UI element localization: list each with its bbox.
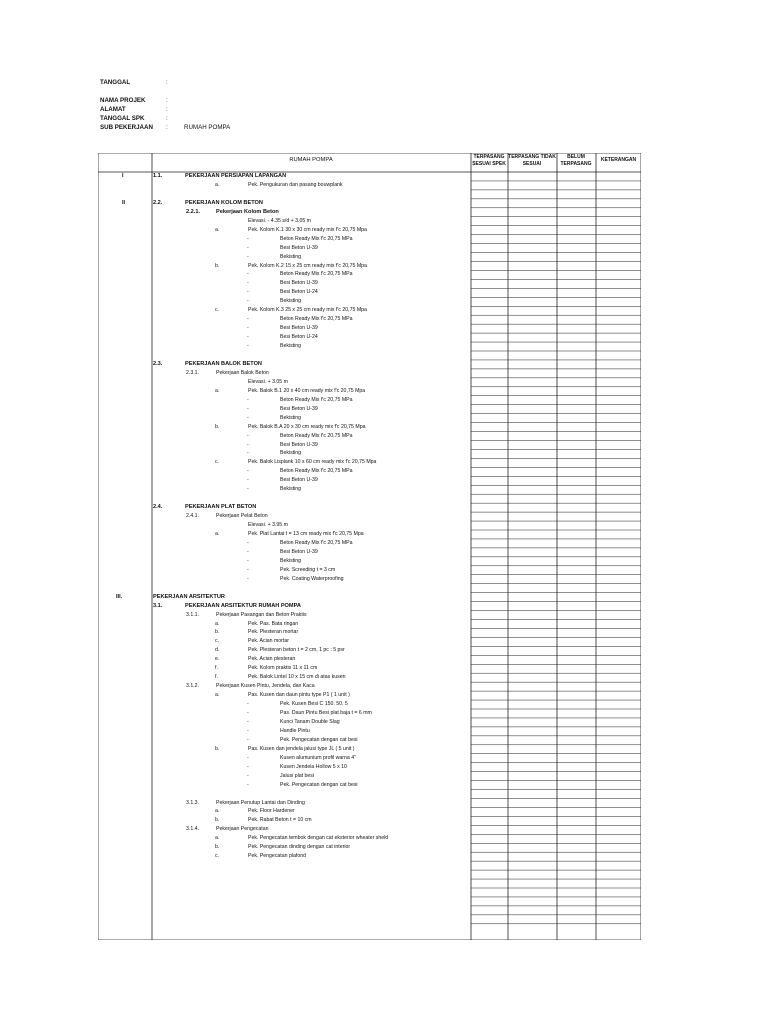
checklist-table — [98, 153, 641, 940]
row-code: c. — [215, 307, 220, 314]
row-code: e. — [215, 656, 220, 663]
row-description: Pek. Pengukuran dan pasang bouwplank — [248, 181, 343, 188]
row-code: 2.2.1. — [186, 208, 200, 215]
row-description: Pek. Kusen Besi C 150. 50. 5 — [280, 701, 348, 708]
row-code: a. — [215, 835, 220, 842]
row-code: - — [247, 280, 249, 287]
row-number: III. — [116, 593, 123, 600]
table-grid — [98, 153, 641, 940]
row-code: - — [247, 718, 249, 725]
row-description: Pek. Balok B.A 20 x 30 cm ready mix f'c 20,75 Mpa — [248, 423, 366, 430]
row-code: - — [247, 763, 249, 770]
row-description: Bekisting — [280, 298, 302, 305]
row-code: - — [247, 289, 249, 296]
row-description: Pas. Kusen dan jendela jalusi type JL ( 5 unit ) — [248, 745, 355, 752]
row-description: Pekerjaan Pengecatan — [216, 826, 269, 833]
row-code: - — [247, 575, 249, 582]
row-description: PEKERJAAN PERSIAPAN LAPANGAN — [185, 173, 287, 179]
row-code: a. — [215, 226, 220, 233]
row-description: Beton Ready Mix f'c 20,75 MPa — [280, 432, 353, 439]
row-description: Kusen alumunium profil warna 4" — [280, 754, 356, 761]
row-code: - — [247, 325, 249, 332]
row-description: PEKERJAAN PLAT BETON — [185, 504, 257, 511]
row-description: Beton Ready Mix f'c 20,75 MPa — [280, 271, 353, 278]
row-description: Pas. Kusen dan daun pintu type P1 ( 1 unit ) — [248, 692, 350, 699]
row-code: c. — [215, 853, 220, 860]
row-code: - — [247, 271, 249, 278]
row-description: Pekerjaan Kolom Beton — [216, 208, 279, 215]
row-code: f. — [215, 665, 218, 672]
row-description: Besi Beton U-24 — [280, 334, 318, 341]
row-code: - — [247, 727, 249, 734]
row-code: c. — [215, 638, 220, 645]
alamat-label: ALAMAT — [100, 106, 126, 113]
row-code: 3.1.1. — [186, 611, 199, 618]
row-description: Pek. Floor Hardener — [248, 808, 295, 815]
row-code: - — [247, 710, 249, 716]
row-description: Elevasi. - 4.35 s/d + 3.05 m — [248, 217, 312, 224]
row-description: Besi Beton U-39 — [280, 325, 318, 332]
row-code: - — [247, 343, 249, 350]
row-description: Bekisting — [280, 253, 302, 260]
row-number: II — [122, 199, 126, 206]
row-description: Bekisting — [280, 557, 302, 564]
row-description: Pekerjaan Pasangan dan Beton Praktis — [216, 611, 307, 618]
row-code: a. — [215, 387, 220, 394]
row-code: 3.1.2. — [186, 683, 199, 690]
row-code: 3.1. — [153, 602, 163, 609]
row-code: - — [247, 772, 249, 779]
row-code: PEKERJAAN ARSITEKTUR — [153, 593, 225, 600]
row-code: - — [247, 253, 249, 260]
row-description: Pek. Kolom K.1 30 x 30 cm ready mix f'c 20,75 Mpa — [248, 226, 367, 233]
row-code: d. — [215, 647, 220, 654]
row-code: a. — [215, 531, 220, 537]
row-code: a. — [215, 692, 220, 699]
row-code: - — [247, 548, 249, 555]
row-description: Pek. Acian mortar — [248, 638, 289, 645]
row-code: 1.1. — [153, 173, 163, 179]
row-description: Pek. Rabat Beton t = 10 cm — [248, 817, 312, 824]
row-description: Beton Ready Mix f'c 20,75 MPa — [280, 539, 353, 546]
row-description: Pek. Screeding t = 3 cm — [280, 566, 336, 573]
row-code: - — [247, 566, 249, 573]
row-code: b. — [215, 817, 220, 824]
row-code: - — [247, 477, 249, 484]
row-description: PEKERJAAN BALOK BETON — [185, 360, 262, 367]
row-code: - — [247, 235, 249, 242]
nama-projek-label: NAMA PROJEK — [100, 97, 146, 104]
row-code: - — [247, 316, 249, 323]
row-description: Besi Beton U-39 — [280, 477, 318, 484]
row-description: Pekerjaan Pelat Beton — [216, 513, 268, 520]
row-code: - — [247, 432, 249, 439]
row-code: - — [247, 781, 249, 788]
row-code: - — [247, 405, 249, 412]
row-description: Bekisting — [280, 414, 302, 421]
row-description: Besi Beton U-39 — [280, 405, 318, 412]
col-terpasang-tidak-sesuai: TERPASANG TIDAK SESUAI — [508, 154, 556, 167]
row-description: Pek. Pengecatan dengan cat besi — [280, 736, 358, 743]
row-code: 2.4. — [153, 504, 163, 511]
row-description: Pas. Daun Pintu Besi plat baja t = 6 mm — [280, 710, 372, 716]
row-code: f. — [215, 674, 218, 681]
row-description: Elevasi. + 3.95 m — [248, 522, 288, 529]
row-description: Pek. Balok Lintel 10 x 15 cm di atas kusen — [248, 674, 346, 681]
row-description: Besi Beton U-24 — [280, 289, 318, 296]
row-description: PEKERJAAN KOLOM BETON — [185, 199, 263, 206]
row-description: Pek. Kolom praktis 11 x 11 cm — [248, 665, 318, 672]
row-description: Pek. Plat Lantai t = 13 cm ready mix f'c 20,75 Mpa — [248, 531, 364, 537]
row-code: - — [247, 486, 249, 493]
row-code: a. — [215, 181, 220, 188]
row-description: Elevasi. + 3.05 m — [248, 378, 288, 385]
row-description: Handle Pintu — [280, 727, 310, 734]
col-belum-terpasang: BELUM TERPASANG — [560, 154, 592, 167]
row-code: a. — [215, 620, 220, 627]
table-title: RUMAH POMPA — [289, 157, 333, 163]
row-description: Besi Beton U-39 — [280, 548, 318, 555]
row-number: I — [122, 173, 124, 179]
row-code: - — [247, 557, 249, 564]
tanggal-spk-label: TANGGAL SPK — [100, 115, 145, 122]
row-code: - — [247, 539, 249, 546]
row-description: Pek. Balok Lisplank 10 x 60 cm ready mix f'c 20,75 Mpa — [248, 459, 377, 466]
row-code: 3.1.4. — [186, 826, 199, 833]
row-code: - — [247, 468, 249, 475]
row-code: - — [247, 414, 249, 421]
row-code: 2.2. — [153, 199, 163, 206]
row-code: - — [247, 298, 249, 305]
row-code: 2.4.1. — [186, 513, 199, 520]
colon: : — [166, 106, 168, 113]
row-description: Pekerjaan Penutup Lantai dan Dinding — [216, 799, 305, 806]
row-description: PEKERJAAN ARSITEKTUR RUMAH POMPA — [185, 602, 301, 609]
sub-pekerjaan-label: SUB PEKERJAAN — [100, 124, 153, 131]
row-description: Pek. Pengecatan dinding dengan cat interior — [248, 844, 351, 851]
colon: : — [166, 115, 168, 122]
row-code: b. — [215, 423, 220, 430]
row-code: - — [247, 701, 249, 708]
row-description: Beton Ready Mix f'c 20,75 MPa — [280, 235, 353, 242]
colon: : — [166, 79, 168, 86]
row-code: c. — [215, 459, 220, 466]
row-code: - — [247, 396, 249, 403]
row-description: Kunci Tanam Double Slag — [280, 718, 340, 725]
row-description: Pek. Plesteran beton t = 2 cm, 1 pc : 5 psr — [248, 647, 345, 654]
row-code: 3.1.3. — [186, 799, 199, 806]
row-description: Pek. Kolom K.2 15 x 25 cm ready mix f'c 20,75 Mpa — [248, 262, 367, 269]
row-description: Bekisting — [280, 486, 302, 493]
colon: : — [166, 124, 168, 131]
tanggal-label: TANGGAL — [100, 79, 131, 86]
row-code: a. — [215, 808, 220, 815]
row-description: Pek. Coating Waterproofing — [280, 575, 344, 582]
row-code: 2.3. — [153, 360, 163, 367]
row-description: Beton Ready Mix f'c 20,75 MPa — [280, 316, 353, 323]
col-terpasang-sesuai: TERPASANG SESUAI SPEK — [472, 154, 506, 167]
row-description: Beton Ready Mix f'c 20,75 MPa — [280, 468, 353, 475]
row-description: Pek. Pengecatan plafond — [248, 853, 306, 860]
row-code: b. — [215, 844, 220, 851]
row-code: - — [247, 334, 249, 341]
row-description: Besi Beton U-39 — [280, 244, 318, 251]
col-keterangan: KETERANGAN — [600, 157, 637, 163]
row-description: Pek. Pengecatan tembok dengan cat eksterior wheater sheld — [248, 835, 389, 842]
row-description: Pek. Kolom K.3 25 x 25 cm ready mix f'c 20,75 Mpa — [248, 307, 367, 314]
row-description: Beton Ready Mix f'c 20,75 MPa — [280, 396, 353, 403]
row-description: Besi Beton U-39 — [280, 280, 318, 287]
row-description: Bekisting — [280, 343, 302, 350]
row-code: - — [247, 736, 249, 743]
row-code: - — [247, 441, 249, 448]
row-description: Pek. Pengecatan dengan cat besi — [280, 781, 358, 788]
row-description: Kusen Jendela Hollow 5 x 10 — [280, 763, 347, 770]
row-description: Pekerjaan Kusen Pintu, Jendela, dan Kaca — [216, 683, 315, 690]
row-code: b. — [215, 629, 220, 636]
row-description: Pekerjaan Balok Beton — [216, 369, 269, 376]
row-description: Pek. Pas. Bata ringan — [248, 620, 299, 627]
row-code: - — [247, 244, 249, 251]
row-description: Besi Beton U-39 — [280, 441, 318, 448]
colon: : — [166, 97, 168, 104]
row-description: Jalusi plat besi — [280, 772, 315, 779]
row-code: - — [247, 754, 249, 761]
row-code: - — [247, 450, 249, 457]
row-code: b. — [215, 262, 220, 269]
sub-pekerjaan-value: RUMAH POMPA — [184, 124, 231, 131]
row-code: 2.3.1. — [186, 369, 199, 376]
row-description: Bekisting — [280, 450, 302, 457]
row-description: Pek. Plesteran mortar — [248, 629, 299, 636]
row-description: Pek. Balok B.1 20 x 40 cm ready mix f'c 20,75 Mpa — [248, 387, 366, 394]
row-description: Pek. Acian plesteran — [248, 656, 296, 663]
row-code: b. — [215, 745, 220, 752]
